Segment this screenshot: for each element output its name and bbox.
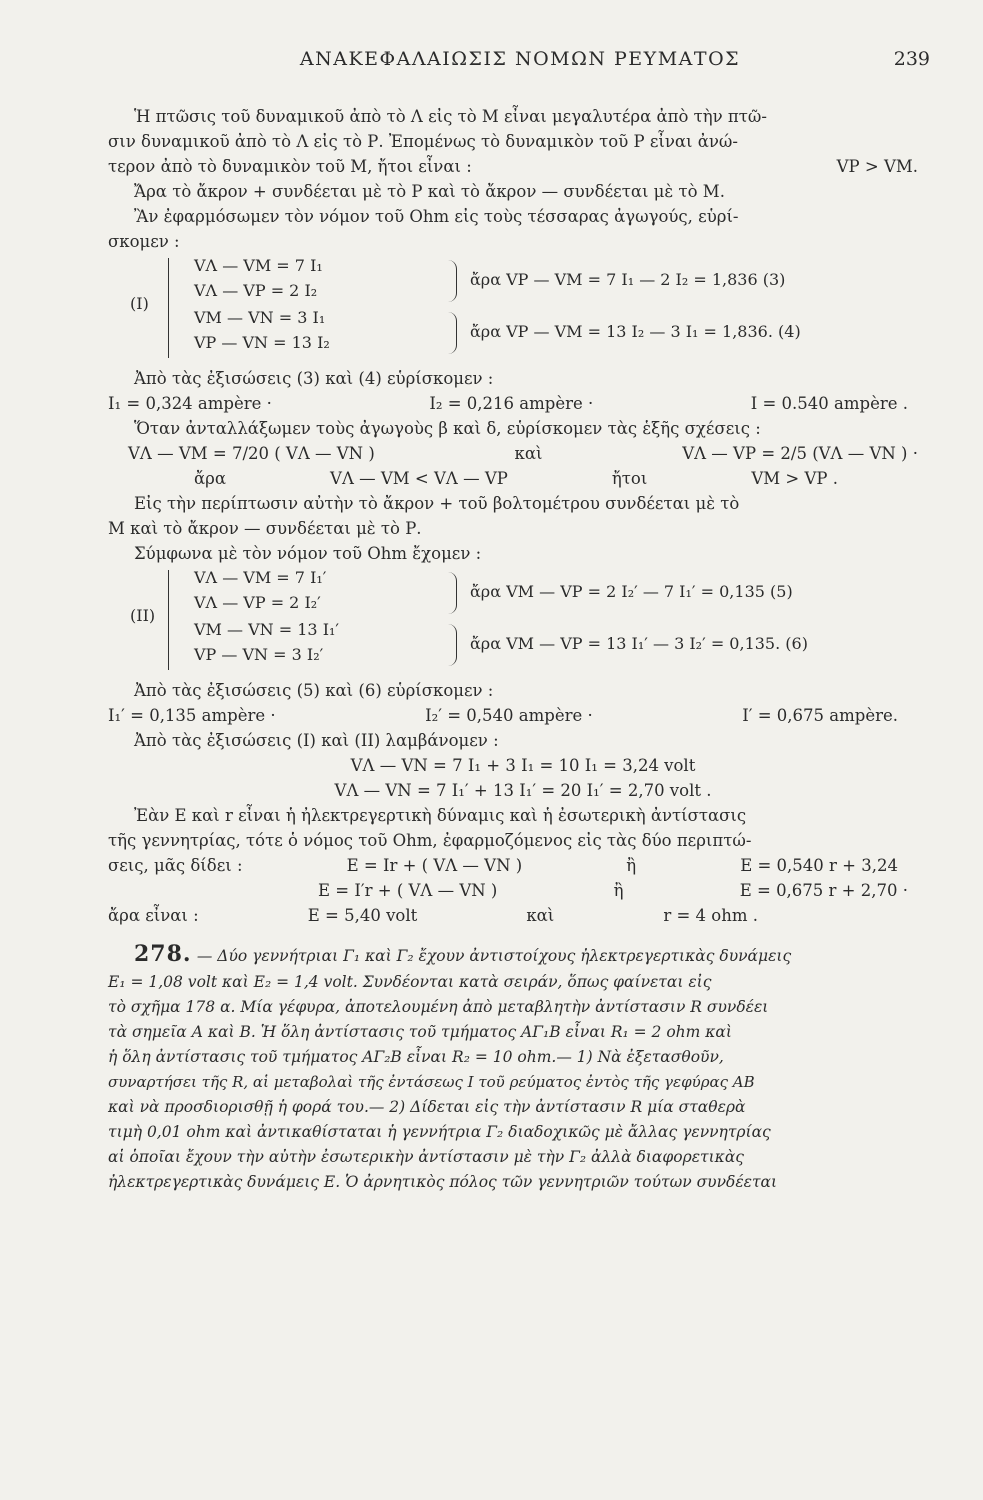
value: I = 0.540 ampère .: [750, 394, 908, 413]
equation-system-2: [108, 568, 938, 674]
system-label: (II): [130, 606, 156, 625]
problem-line: συναρτήσει τῆς R, αἱ μεταβολαὶ τῆς ἐντάσεως I τοῦ ρεύματος ἐντὸς τῆς γεφύρας ΑΒ: [108, 1073, 755, 1091]
text-span: ἤτοι: [611, 469, 648, 488]
problem-line: τὸ σχῆμα 178 α. Μία γέφυρα, ἀποτελουμένη ἀπὸ μεταβλητὴν ἀντίστασιν R συνδέει: [108, 998, 769, 1016]
value: I₂′ = 0,540 ampère ·: [425, 706, 593, 725]
spacer: [108, 928, 938, 938]
equation: VM — VN = 3 I₁: [194, 308, 326, 327]
text-line: [108, 466, 938, 491]
text-span: τερον ἀπὸ τὸ δυναμικὸν τοῦ Μ, ἤτοι εἶναι :: [108, 157, 472, 176]
equation: VP — VN = 3 I₂′: [194, 645, 324, 664]
value: I₂ = 0,216 ampère ·: [429, 394, 594, 413]
right-brace: [448, 260, 457, 302]
page-number: 239: [893, 48, 930, 70]
equation-result: ἄρα VP — VM = 7 I₁ — 2 I₂ = 1,836 (3): [470, 270, 786, 289]
text-span: ἄρα: [194, 469, 226, 488]
equation: E = 5,40 volt: [307, 906, 418, 925]
problem-line: τὰ σημεῖα Α καὶ Β. Ἡ ὅλη ἀντίστασις τοῦ τμήματος ΑΓ₁Β εἶναι R₁ = 2 ohm καὶ: [108, 1023, 732, 1041]
right-brace: [448, 624, 457, 666]
problem-line: καὶ νὰ προσδιορισθῇ ἡ φορά του.— 2) Δίδεται εἰς τὴν ἀντίστασιν R μία σταθερὰ: [108, 1098, 746, 1116]
system-bar: [168, 258, 169, 358]
problem-line: ἠλεκτρεγερτικὰς δυνάμεις Ε. Ὁ ἀρνητικὸς πόλος τῶν γεννητριῶν τούτων συνδέεται: [108, 1173, 778, 1191]
text-line: Ἀπὸ τὰς ἐξισώσεις (I) καὶ (II) λαμβάνομεν :: [134, 731, 499, 750]
text-line: Ἀπὸ τὰς ἐξισώσεις (3) καὶ (4) εὑρίσκομεν :: [134, 369, 494, 388]
text-line: Εἰς τὴν περίπτωσιν αὐτὴν τὸ ἄκρον + τοῦ βολτομέτρου συνδέεται μὲ τὸ: [134, 494, 740, 513]
equation: VΛ — VP = 2/5 (VΛ — VN ) ·: [682, 444, 918, 463]
value: I₁ = 0,324 ampère ·: [108, 394, 272, 413]
equation-system-1: [108, 256, 938, 362]
equation: VΛ — VM < VΛ — VP: [330, 469, 508, 488]
text-span: σεις, μᾶς δίδει :: [108, 856, 243, 875]
text-line: [108, 441, 938, 466]
equation: VP — VN = 13 I₂: [194, 333, 330, 352]
text-line: Σύμφωνα μὲ τὸν νόμον τοῦ Ohm ἔχομεν :: [134, 544, 482, 563]
value: I′ = 0,675 ampère.: [742, 706, 898, 725]
text-span: ἢ: [626, 856, 637, 875]
equation: r = 4 ohm .: [663, 906, 758, 925]
text-line: [108, 878, 938, 903]
system-label: (I): [130, 294, 149, 313]
text-line: Ἡ πτῶσις τοῦ δυναμικοῦ ἀπὸ τὸ Λ εἰς τὸ Μ εἶναι μεγαλυτέρα ἀπὸ τὴν πτῶ-: [134, 107, 767, 126]
text-line: Ἀπὸ τὰς ἐξισώσεις (5) καὶ (6) εὑρίσκομεν :: [134, 681, 494, 700]
equation: VM — VN = 13 I₁′: [194, 620, 340, 639]
inequality: VP > VM.: [836, 157, 918, 176]
running-title: ΑΝΑΚΕΦΑΛΑΙΩΣΙΣ ΝΟΜΩΝ ΡΕΥΜΑΤΟΣ: [299, 48, 741, 70]
equation-result: ἄρα VP — VM = 13 I₂ — 3 I₁ = 1,836. (4): [470, 322, 801, 341]
equation: VΛ — VP = 2 I₂′: [194, 593, 321, 612]
page-body: [108, 104, 938, 1195]
problem-text: — Δύο γεννήτριαι Γ₁ καὶ Γ₂ ἔχουν ἀντιστοίχους ἠλεκτρεγερτικὰς δυνάμεις: [196, 947, 792, 965]
text-line: Ἐὰν Ε καὶ r εἶναι ἡ ἠλεκτρεγερτικὴ δύναμις καὶ ἡ ἐσωτερικὴ ἀντίστασις: [134, 806, 747, 825]
value: I₁′ = 0,135 ampère ·: [108, 706, 276, 725]
equation: VΛ — VP = 2 I₂: [194, 281, 318, 300]
text-span: ἄρα εἶναι :: [108, 906, 199, 925]
equation: VΛ — VM = 7/20 ( VΛ — VN ): [128, 444, 375, 463]
text-line: [108, 903, 938, 928]
problem-line: αἱ ὁποῖαι ἔχουν τὴν αὐτὴν ἐσωτερικὴν ἀντίστασιν μὲ τὴν Γ₂ ἀλλὰ διαφορετικὰς: [108, 1148, 744, 1166]
text-span: καὶ: [514, 444, 543, 463]
page-header: [110, 48, 930, 78]
text-line: Μ καὶ τὸ ἄκρον — συνδέεται μὲ τὸ Ρ.: [108, 519, 422, 538]
right-brace: [448, 572, 457, 614]
text-line: Ὅταν ἀνταλλάξωμεν τοὺς ἀγωγοὺς β καὶ δ, εὑρίσκομεν τὰς ἑξῆς σχέσεις :: [134, 419, 761, 438]
problem-line: E₁ = 1,08 volt καὶ E₂ = 1,4 volt. Συνδέονται κατὰ σειράν, ὅπως φαίνεται εἰς: [108, 973, 712, 991]
text-line: [108, 853, 938, 878]
system-bar: [168, 570, 169, 670]
text-line: [108, 154, 938, 179]
problem-number: 278.: [134, 941, 192, 967]
equation-result: ἄρα VM — VP = 2 I₂′ — 7 I₁′ = 0,135 (5): [470, 582, 793, 601]
equation: E = 0,540 r + 3,24: [740, 856, 898, 875]
equation: E = I′r + ( VΛ — VN ): [318, 881, 498, 900]
equation: VΛ — VM = 7 I₁′: [194, 568, 327, 587]
text-span: ἢ: [613, 881, 624, 900]
text-line: [108, 938, 938, 970]
text-line: τῆς γεννητρίας, τότε ὁ νόμος τοῦ Ohm, ἐφαρμοζόμενος εἰς τὰς δύο περιπτώ-: [108, 831, 752, 850]
text-line: Ἄρα τὸ ἄκρον + συνδέεται μὲ τὸ Ρ καὶ τὸ ἄκρον — συνδέεται μὲ τὸ Μ.: [134, 182, 725, 201]
text-line: [108, 391, 938, 416]
text-line: σιν δυναμικοῦ ἀπὸ τὸ Λ εἰς τὸ Ρ. Ἐπομένως τὸ δυναμικὸν τοῦ Ρ εἶναι ἀνώ-: [108, 132, 738, 151]
problem-line: ἡ ὅλη ἀντίστασις τοῦ τμήματος ΑΓ₂Β εἶναι R₂ = 10 ohm.— 1) Νὰ ἐξετασθοῦν,: [108, 1048, 724, 1066]
text-span: καὶ: [526, 906, 555, 925]
equation: VΛ — VM = 7 I₁: [194, 256, 323, 275]
text-line: VΛ — VN = 7 I₁′ + 13 I₁′ = 20 I₁′ = 2,70 volt .: [334, 781, 712, 800]
text-line: [108, 703, 938, 728]
equation-result: ἄρα VM — VP = 13 I₁′ — 3 I₂′ = 0,135. (6): [470, 634, 808, 653]
right-brace: [448, 312, 457, 354]
equation: E = Ir + ( VΛ — VN ): [346, 856, 523, 875]
problem-line: τιμὴ 0,01 ohm καὶ ἀντικαθίσταται ἡ γεννήτρια Γ₂ διαδοχικῶς μὲ ἄλλας γεννητρίας: [108, 1123, 771, 1141]
equation: VM > VP .: [751, 469, 838, 488]
text-line: σκομεν :: [108, 232, 180, 251]
text-line: VΛ — VN = 7 I₁ + 3 I₁ = 10 I₁ = 3,24 volt: [350, 756, 696, 775]
text-line: Ἂν ἐφαρμόσωμεν τὸν νόμον τοῦ Ohm εἰς τοὺς τέσσαρας ἀγωγούς, εὑρί-: [134, 207, 739, 226]
equation: E = 0,675 r + 2,70 ·: [739, 881, 908, 900]
